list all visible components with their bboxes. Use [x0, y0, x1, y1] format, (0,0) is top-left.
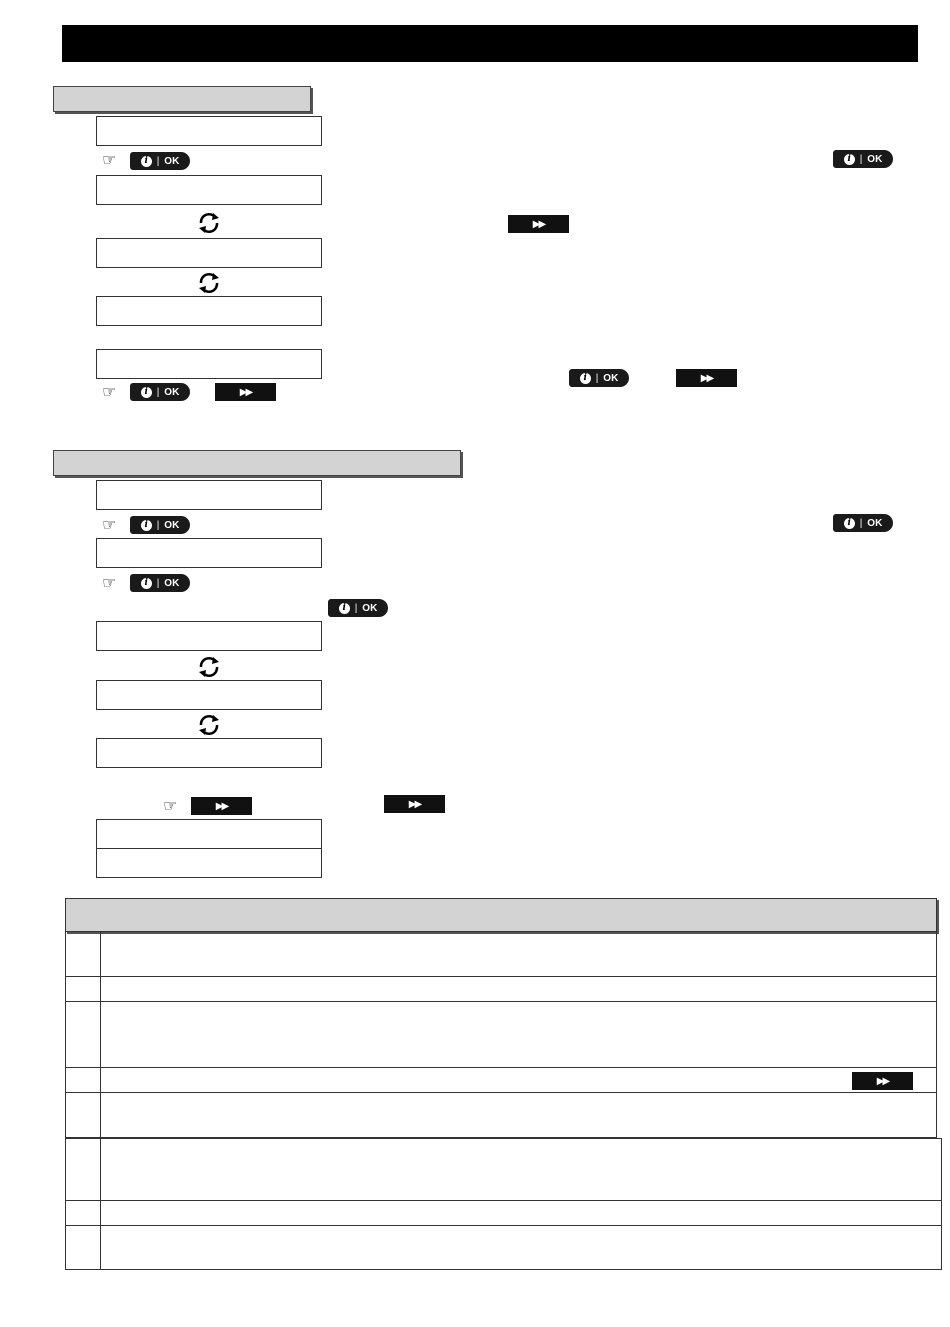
- table-row: [65, 977, 937, 1002]
- info-icon: i: [141, 156, 152, 167]
- section-2-heading: [53, 450, 461, 476]
- table-row: [65, 1068, 937, 1093]
- row-number-cell: [66, 1068, 101, 1092]
- cycle-icon: [196, 654, 222, 680]
- lcd-display-1: [96, 116, 322, 146]
- cycle-icon: [196, 210, 222, 236]
- pointing-hand-icon: ☞: [102, 382, 117, 401]
- table-header: [65, 898, 937, 932]
- row-number-cell: [66, 977, 101, 1001]
- row-number-cell: [66, 1093, 101, 1137]
- lcd-display-10: [96, 738, 322, 768]
- fast-forward-button-icon: ▶▶: [852, 1072, 913, 1090]
- table-row: [65, 1226, 942, 1270]
- ok-button-icon: i | OK: [569, 369, 629, 387]
- cycle-icon: [196, 712, 222, 738]
- pointing-hand-icon: ☞: [102, 573, 117, 592]
- table-row: [65, 1002, 937, 1068]
- row-number-cell: [66, 1139, 101, 1200]
- pointing-hand-icon: ☞: [102, 150, 117, 169]
- lcd-display-11: [96, 819, 322, 878]
- table-row: [65, 1138, 942, 1201]
- ok-button-icon: i | OK: [833, 150, 893, 168]
- ok-button-icon: i | OK: [833, 514, 893, 532]
- fast-forward-button-icon: ▶▶: [384, 795, 445, 813]
- info-icon: i: [580, 373, 591, 384]
- lcd-display-5: [96, 349, 322, 379]
- cycle-icon: [196, 270, 222, 296]
- ok-button-icon: i | OK: [130, 152, 190, 170]
- info-icon: i: [844, 518, 855, 529]
- info-icon: i: [141, 520, 152, 531]
- table-row: [65, 1201, 942, 1226]
- lcd-display-3: [96, 238, 322, 268]
- info-icon: i: [141, 387, 152, 398]
- row-number-cell: [66, 1226, 101, 1269]
- pointing-hand-icon: ☞: [163, 796, 178, 815]
- ok-button-icon: i | OK: [130, 516, 190, 534]
- fast-forward-button-icon: ▶▶: [215, 383, 276, 401]
- lcd-display-4: [96, 296, 322, 326]
- section-1-heading: [53, 86, 311, 112]
- table-row: [65, 932, 937, 977]
- ok-button-icon: i | OK: [328, 599, 388, 617]
- page-header-bar: [62, 25, 918, 62]
- table-row: [65, 1093, 937, 1138]
- lcd-display-7: [96, 538, 322, 568]
- pointing-hand-icon: ☞: [102, 515, 117, 534]
- fast-forward-button-icon: ▶▶: [508, 215, 569, 233]
- fast-forward-button-icon: ▶▶: [191, 797, 252, 815]
- info-icon: i: [141, 578, 152, 589]
- lcd-display-8: [96, 621, 322, 651]
- lcd-display-2: [96, 175, 322, 205]
- lcd-display-9: [96, 680, 322, 710]
- ok-button-icon: i | OK: [130, 383, 190, 401]
- row-number-cell: [66, 932, 101, 976]
- ok-button-icon: i | OK: [130, 574, 190, 592]
- fast-forward-button-icon: ▶▶: [676, 369, 737, 387]
- row-number-cell: [66, 1201, 101, 1225]
- info-icon: i: [844, 154, 855, 165]
- info-icon: i: [339, 603, 350, 614]
- lcd-display-6: [96, 480, 322, 510]
- row-number-cell: [66, 1002, 101, 1067]
